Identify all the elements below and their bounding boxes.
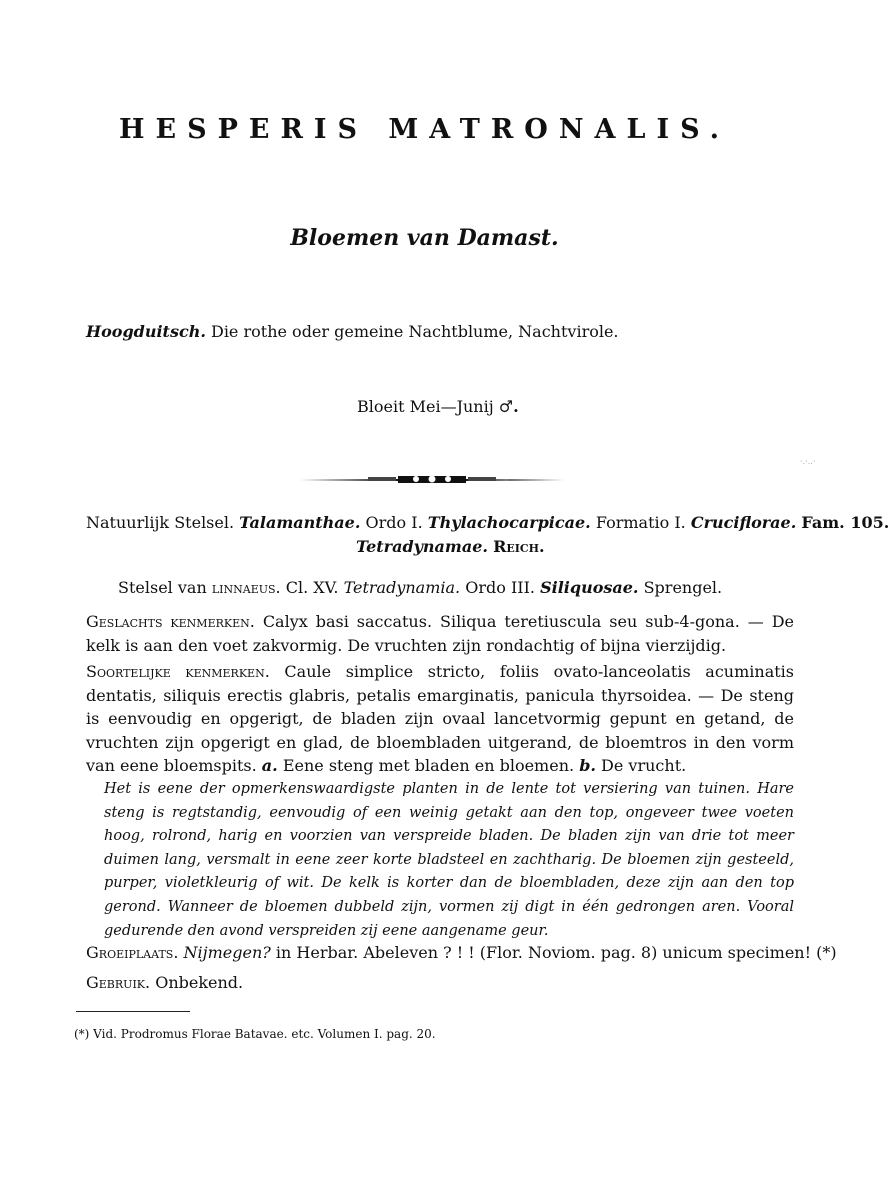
footnote-rule: [76, 1011, 190, 1012]
footnote: (*) Vid. Prodromus Florae Batavae. etc. Volumen I. pag. 20.: [74, 1027, 436, 1041]
siliquosae: Siliquosae.: [540, 578, 639, 597]
use-line: [86, 973, 243, 993]
bloom-line: [357, 397, 519, 417]
figure-b-text: De vrucht.: [601, 756, 687, 775]
genus-characters: [86, 610, 794, 657]
figure-a-label: a.: [261, 756, 278, 775]
page-title: HESPERIS MATRONALIS.: [118, 114, 731, 145]
german-label: Hoogduitsch.: [86, 322, 206, 341]
thylachocarpicae: Thylachocarpicae.: [427, 513, 591, 532]
page-subtitle: Bloemen van Damast.: [290, 225, 559, 251]
cruciflorae: Cruciflorae.: [690, 513, 797, 532]
habitat-place: Nijmegen?: [183, 943, 271, 962]
tetradynamia: Tetradynamia.: [343, 578, 461, 597]
biennial-symbol: ♂.: [498, 397, 519, 416]
linnaeus-system-line: [118, 578, 722, 598]
genus-text: Calyx basi saccatus. Siliqua teretiuscula seu sub-4-gona. — De kelk is aan den voet zakvormig. De vruchten zijn rondachtig of bijna vierzijdig.: [86, 612, 794, 655]
natural-system-label: Natuurlijk Stelsel.: [86, 513, 235, 532]
habitat-line: [86, 943, 837, 963]
german-name-line: [86, 322, 619, 342]
tetradynamae: Tetradynamae.: [356, 537, 488, 556]
habitat-text: in Herbar. Abeleven ? ! ! (Flor. Noviom. pag. 8) unicum specimen! (*): [275, 943, 837, 962]
species-characters: [86, 660, 794, 778]
species-text: Caule simplice stricto, foliis ovato-lanceolatis acuminatis dentatis, siliquis erectis glabris, petalis emarginatis, panicula thyrsoidea. — De steng is eenvoudig en opgerigt, de bladen zijn ovaal lancetvormig gepunt en getand, de vruchten zijn opgerigt en glad, de bloembladen uitgerand, de bloemtros in den vorm van eene bloemspits.: [86, 662, 794, 775]
linnaeus-name: linnaeus.: [211, 578, 281, 597]
reich-author: Reich.: [493, 537, 545, 556]
figure-b-label: b.: [579, 756, 596, 775]
linnaeus-class: Cl. XV.: [285, 578, 339, 597]
use-text: Onbekend.: [155, 973, 244, 992]
linnaeus-label: Stelsel van: [118, 578, 207, 597]
ornament-divider-icon: [298, 470, 566, 486]
natural-system-line-2: [356, 537, 545, 557]
natural-ordo: Ordo I.: [365, 513, 423, 532]
paper-speck: ·.·‥·: [800, 457, 816, 466]
genus-label: Geslachts kenmerken.: [86, 612, 255, 631]
bloom-text: Bloeit Mei—Junij: [357, 397, 494, 416]
family-number: Fam. 105.: [801, 513, 889, 532]
description-paragraph: Het is eene der opmerkenswaardigste planten in de lente tot versiering van tuinen. Hare steng is regtstandig, eenvoudig of een weinig getakt aan den top, ongeveer twee voeten hoog, rolrond, harig en voorzien van verspreide bladen. De bladen zijn van drie tot meer duimen lang, versmalt in eene zeer korte bladsteel en zachtharig. De bloemen zijn gesteeld, purper, violetkleurig of wit. De kelk is korter dan de bloembladen, deze zijn aan den top gerond. Wanneer de bloemen dubbeld zijn, vormen zij digt in één gedrongen aren. Vooral gedurende den avond verspreiden zij eene aangename geur.: [104, 781, 794, 939]
habitat-label: Groeiplaats.: [86, 943, 179, 962]
talamanthae: Talamanthae.: [239, 513, 361, 532]
species-label: Soortelijke kenmerken.: [86, 662, 270, 681]
formatio: Formatio I.: [595, 513, 686, 532]
linnaeus-ordo: Ordo III.: [465, 578, 535, 597]
use-label: Gebruik.: [86, 973, 151, 992]
figure-a-text: Eene steng met bladen en bloemen.: [282, 756, 575, 775]
natural-system-line: [86, 513, 889, 533]
sprengel-author: Sprengel.: [643, 578, 723, 597]
german-name: Die rothe oder gemeine Nachtblume, Nachtvirole.: [210, 322, 619, 341]
